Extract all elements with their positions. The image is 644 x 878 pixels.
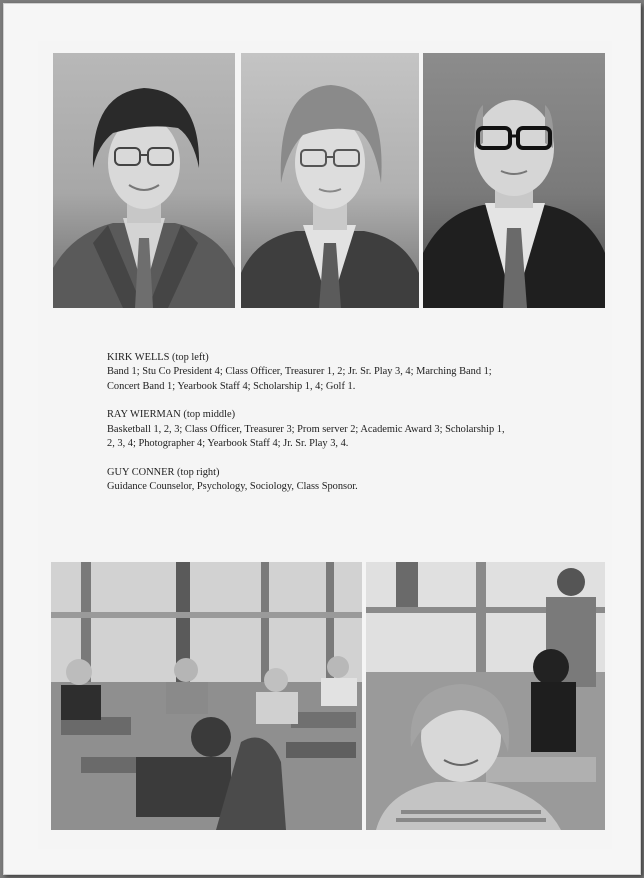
caption-block	[107, 351, 507, 509]
portrait-top-left	[53, 53, 235, 308]
entry-heading: RAY WIERMAN (top middle)	[107, 409, 236, 421]
entry-details: Basketball 1, 2, 3; Class Officer, Treasurer 3; Prom server 2; Academic Award 3; Scholarship 1, 2, 3, 4; Photographer 4; Yearbook Staff 4; Jr. Sr. Play 3, 4.	[107, 423, 505, 449]
student-closeup-photo	[366, 562, 605, 830]
portrait-top-right	[423, 53, 605, 308]
entry-ray-wierman	[107, 408, 507, 451]
classroom-photo	[51, 562, 362, 830]
entry-kirk-wells	[107, 351, 507, 394]
yearbook-page	[38, 41, 612, 849]
entry-heading: GUY CONNER (top right)	[107, 466, 220, 478]
page-frame	[3, 3, 641, 875]
entry-details: Guidance Counselor, Psychology, Sociology, Class Sponsor.	[107, 481, 358, 493]
entry-heading: KIRK WELLS (top left)	[107, 352, 209, 363]
entry-guy-conner	[107, 466, 507, 495]
entry-details: Band 1; Stu Co President 4; Class Officer, Treasurer 1, 2; Jr. Sr. Play 3, 4; Marching Band 1; Concert Band 1; Yearbook Staff 4; Scholarship 1, 4; Golf 1.	[107, 366, 492, 392]
portrait-top-middle	[241, 53, 419, 308]
